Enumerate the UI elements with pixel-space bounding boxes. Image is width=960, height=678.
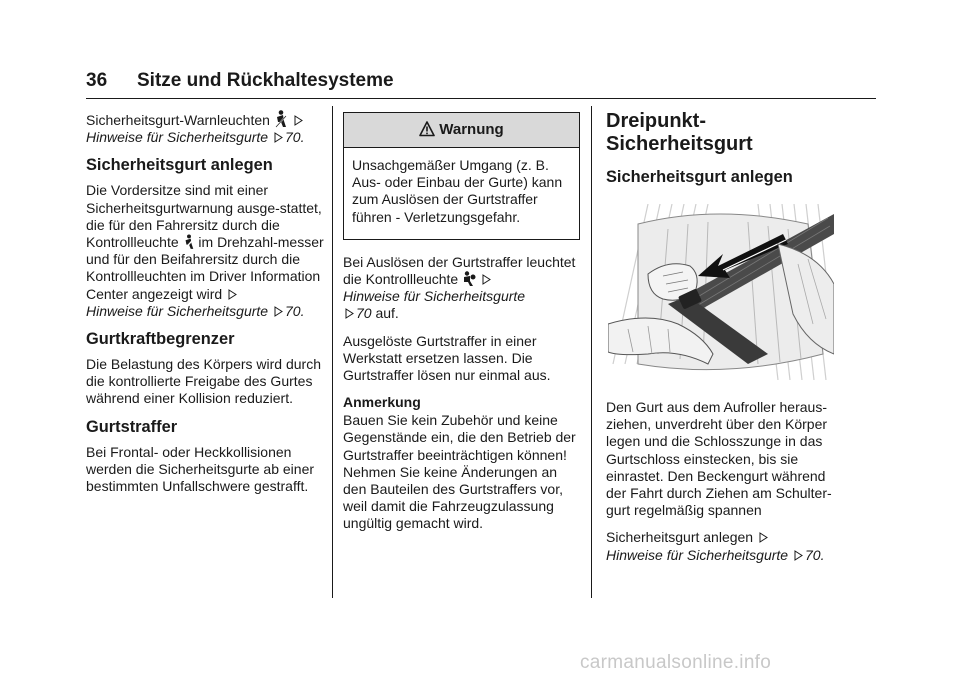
- paragraph-warning-lights: Sicherheitsgurt-Warnleuchten Hinweise für Sicherheitsgurte 70.: [86, 112, 305, 146]
- warning-title: Warnung: [439, 121, 504, 138]
- text: Bei Auslösen der Gurtstraffer leuchtet die Kontrollleuchte: [343, 253, 576, 288]
- reference-link[interactable]: Hinweise für Sicherheitsgurte: [606, 546, 789, 563]
- paragraph-gurtkraftbegrenzer: Die Belastung des Körpers wird durch die kontrollierte Freigabe des Gurtes während einer Kollision reduziert.: [86, 356, 322, 407]
- page-number: 36: [86, 70, 108, 91]
- column-divider: [591, 106, 592, 598]
- reference-page[interactable]: 70: [804, 546, 821, 563]
- paragraph-buckle-instructions: Den Gurt aus dem Aufroller heraus-ziehen, unverdreht über den Körper legen und die Schlosszunge in das Gurtschloss einstecken, bis sie einrastet. Den Beckengurt während der Fahrt durch Ziehen am Schulter-gurt regelmäßig spannen: [606, 399, 832, 519]
- column-middle: [343, 110, 580, 543]
- text: im Drehzahl-messer und für den Beifahrersitz durch die Kontrollleuchten im Driver Information Center angezeigt wird: [86, 234, 324, 302]
- warning-box: [343, 112, 580, 240]
- paragraph-replace-pretensioner: Ausgelöste Gurtstraffer in einer Werkstatt ersetzen lassen. Die Gurtstraffer lösen nur einmal aus.: [343, 332, 551, 384]
- reference-link[interactable]: Hinweise für Sicherheitsgurte: [86, 302, 269, 319]
- page-reference-triangle-icon: [792, 547, 805, 564]
- column-left: [86, 110, 324, 505]
- text: Sicherheitsgurt anlegen: [606, 529, 754, 546]
- seatbelt-illustration: [608, 204, 834, 380]
- text: auf.: [375, 305, 399, 322]
- page-title: Sitze und Rückhaltesysteme: [137, 70, 394, 91]
- reference-page[interactable]: 70: [284, 129, 301, 146]
- page-reference-triangle-icon: [757, 529, 770, 546]
- paragraph-reference: Sicherheitsgurt anlegen Hinweise für Sicherheitsgurte 70.: [606, 529, 825, 563]
- page-header: [86, 70, 876, 99]
- warning-text: Unsachgemäßer Umgang (z. B. Aus- oder Einbau der Gurte) kann zum Auslösen der Gurtstraffer führen - Verletzungsgefahr.: [352, 157, 563, 225]
- column-divider: [332, 106, 333, 598]
- column-right: [606, 110, 846, 574]
- heading-gurtstraffer: Gurtstraffer: [86, 417, 178, 436]
- paragraph-seatbelt-warning: Die Vordersitze sind mit einer Sicherheitsgurtwarnung ausge-stattet, die für den Fahrersitz durch die Kontrollleuchte im Drehzahl-messer und für den Beifahrersitz durch die Kontrollleuchten im Driver Information Center angezeigt wird Hinweise für Sicherheitsgurte 70.: [86, 182, 324, 319]
- text: Die Vordersitze sind mit einer Sicherheitsgurtwarnung ausge-stattet, die für den Fahrersitz durch die Kontrollleuchte: [86, 182, 322, 251]
- page-reference-triangle-icon: [272, 303, 285, 320]
- warning-triangle-icon: [419, 121, 439, 138]
- watermark: carmanualsonline.info: [580, 652, 772, 673]
- note-heading: Anmerkung: [343, 394, 421, 411]
- text: Sicherheitsgurt-Warnleuchten: [86, 112, 270, 128]
- reference-link[interactable]: Hinweise für Sicherheitsgurte: [343, 288, 526, 305]
- page-reference-triangle-icon: [343, 305, 356, 322]
- heading-gurtkraftbegrenzer: Gurtkraftbegrenzer: [86, 330, 235, 349]
- seatbelt-warning-icon: [274, 112, 292, 128]
- page-reference-triangle-icon: [292, 112, 305, 129]
- airbag-pretensioner-icon: [462, 271, 480, 287]
- page-reference-triangle-icon: [272, 129, 285, 146]
- reference-page[interactable]: 70: [356, 305, 372, 322]
- page-reference-triangle-icon: [226, 286, 239, 303]
- heading-sicherheitsgurt-anlegen-2: Sicherheitsgurt anlegen: [606, 168, 793, 186]
- paragraph-gurtstraffer: Bei Frontal- oder Heckkollisionen werden die Sicherheitsgurte ab einer bestimmten Unfallschwere gestrafft.: [86, 443, 315, 495]
- paragraph-pretensioner-light: [343, 254, 580, 323]
- note-text: Bauen Sie kein Zubehör und keine Gegenstände ein, die den Betrieb der Gurtstraffer beeinträchtigen können! Nehmen Sie keine Änderungen an den Bauteilen des Gurtstraffers vor, weil damit die Fahrzeugzulassung ungültig gemacht wird.: [343, 412, 576, 532]
- reference-link[interactable]: Hinweise für Sicherheitsgurte: [86, 129, 269, 146]
- heading-sicherheitsgurt-anlegen: Sicherheitsgurt anlegen: [86, 156, 273, 175]
- heading-dreipunkt: Dreipunkt-Sicherheitsgurt: [606, 110, 753, 155]
- seatbelt-warning-icon: [183, 234, 199, 250]
- reference-page[interactable]: 70: [284, 302, 301, 319]
- warning-header: [344, 113, 579, 148]
- page-reference-triangle-icon: [480, 271, 493, 288]
